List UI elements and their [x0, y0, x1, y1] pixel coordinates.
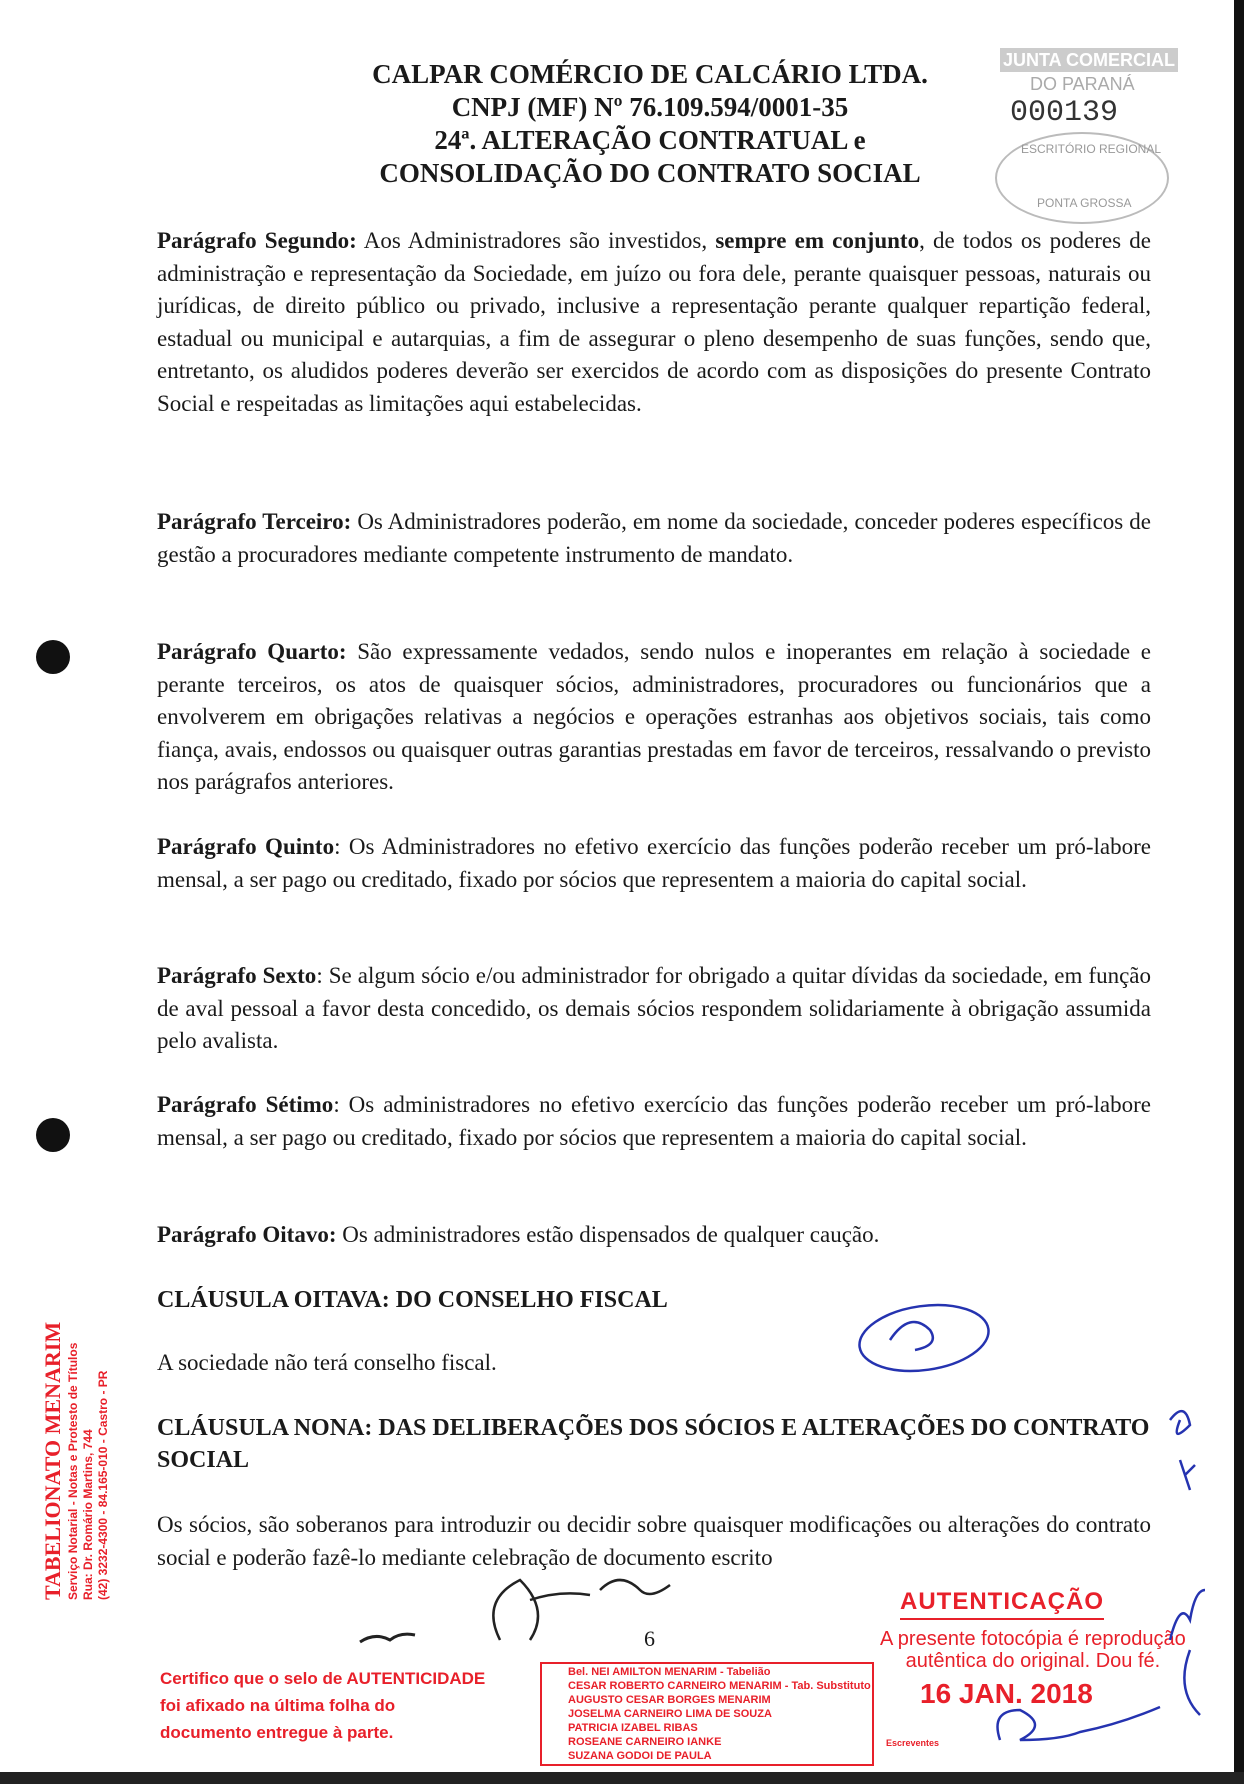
notary-name-line: SUZANA GODOI DE PAULA: [568, 1750, 712, 1762]
scan-edge-bottom: [0, 1772, 1244, 1784]
notary-service: Serviço Notarial - Notas e Protesto de Títulos: [66, 1342, 80, 1600]
clause-eighth-text: A sociedade não terá conselho fiscal.: [157, 1350, 497, 1375]
amendment-title: 24ª. ALTERAÇÃO CONTRATUAL e: [434, 125, 866, 155]
paragraph-third: [157, 506, 1151, 571]
certify-line: foi afixado na última folha do: [160, 1696, 396, 1715]
authentication-title: AUTENTICAÇÃO: [900, 1588, 1104, 1620]
notary-name: TABELIONATO MENARIM: [40, 1321, 65, 1600]
notary-name-line: Bel. NEI AMILTON MENARIM - Tabelião: [568, 1666, 771, 1678]
authentication-line: autêntica do original. Dou fé.: [905, 1650, 1161, 1672]
seal-top-text: ESCRITÓRIO REGIONAL: [1021, 142, 1162, 156]
paragraph-text: , de todos os poderes de administração e representação da Sociedade, em juízo ou fora dele, perante quaisquer pessoas, naturais ou jurídicas, de direito público ou privado, inclusive a representação perante qualquer repartição federal, estadual ou municipal e autarquias, a fim de assegurar o pleno desempenho de suas funções, sendo que, entretanto, os aludidos poderes deverão ser exercidos de acordo com as disposições do presente Contrato Social e respeitadas as limitações aqui estabelecidas.: [157, 228, 1151, 416]
paragraph-text: Os administradores estão dispensados de qualquer caução.: [336, 1222, 880, 1247]
notary-name-line: CESAR ROBERTO CARNEIRO MENARIM - Tab. Substituto: [568, 1680, 871, 1692]
certify-line: Certifico que o selo de AUTENTICIDADE: [160, 1669, 486, 1688]
paragraph-text: : Os administradores no efetivo exercício das funções poderão receber um pró-labore mensal, a ser pago ou creditado, fixado por sócios que representem a maioria do capital social.: [157, 1092, 1152, 1150]
clause-ninth-text: Os sócios, são soberanos para introduzir ou decidir sobre quaisquer modificações ou alterações do contrato social e poderão fazê-lo mediante celebração de documento escrito: [157, 1512, 1151, 1570]
clause-ninth-title: CLÁUSULA NONA: DAS DELIBERAÇÕES DOS SÓCIOS E ALTERAÇÕES DO CONTRATO SOCIAL: [157, 1415, 1150, 1473]
paragraph-fifth: [157, 831, 1151, 896]
paragraph-title: Parágrafo Terceiro:: [157, 509, 352, 534]
paragraph-text: : Os Administradores no efetivo exercício das funções poderão receber um pró-labore mensal, a ser pago ou creditado, fixado por sócios que representem a maioria do capital social.: [157, 834, 1151, 892]
junta-comercial-stamp: [1000, 48, 1200, 130]
paragraph-title: Parágrafo Sétimo: [157, 1092, 334, 1117]
regional-office-seal: [995, 132, 1169, 224]
clerks-label: Escreventes: [886, 1738, 940, 1748]
notary-name-line: JOSELMA CARNEIRO LIMA DE SOUZA: [568, 1708, 772, 1720]
notary-name-line: PATRICIA IZABEL RIBAS: [568, 1722, 698, 1734]
notary-address: Rua: Dr. Romário Martins, 744: [81, 1429, 95, 1600]
paragraph-eighth: [157, 1219, 1151, 1252]
seal-bottom-text: PONTA GROSSA: [1037, 196, 1132, 210]
binder-hole: [36, 640, 70, 674]
scan-edge-right: [1234, 0, 1244, 1784]
notary-name-line: AUGUSTO CESAR BORGES MENARIM: [568, 1694, 771, 1706]
authentication-text: [880, 1628, 1186, 1672]
clause-eighth-title: CLÁUSULA OITAVA: DO CONSELHO FISCAL: [157, 1287, 668, 1313]
notary-phone: (42) 3232-4300 - 84.165-010 - Castro - PR: [96, 1370, 110, 1600]
paragraph-sixth: [157, 960, 1151, 1058]
notary-names-box: [540, 1662, 874, 1766]
paragraph-title: Parágrafo Quarto:: [157, 639, 347, 664]
page-number: 6: [644, 1626, 655, 1651]
paragraph-text: São expressamente vedados, sendo nulos e inoperantes em relação à sociedade e perante terceiros, os atos de quaisquer sócios, administradores, procuradores ou funcionários que a envolverem em obrigações relativas a negócios e operações estranhas aos objetivos sociais, tais como fiança, avais, endossos ou quaisquer outras garantias prestadas em favor de terceiros, ressalvando o previsto nos parágrafos anteriores.: [157, 639, 1151, 794]
paragraph-title: Parágrafo Quinto: [157, 834, 335, 859]
certify-stamp: [160, 1665, 485, 1746]
initials-stroke: [890, 1322, 933, 1350]
cnpj: CNPJ (MF) Nº 76.109.594/0001-35: [451, 92, 849, 122]
authentication-date: 16 JAN. 2018: [920, 1678, 1093, 1709]
junta-line2: DO PARANÁ: [1030, 74, 1135, 94]
paragraph-title: Parágrafo Segundo:: [157, 228, 357, 253]
notary-stamp: [40, 1322, 111, 1600]
document-header: [330, 58, 970, 190]
paragraph-title: Parágrafo Oitavo:: [157, 1222, 337, 1247]
paragraph-text: Aos Administradores são investidos,: [356, 228, 716, 253]
paragraph-text: Os Administradores poderão, em nome da sociedade, conceder poderes específicos de gestão a procuradores mediante competente instrumento de mandato.: [157, 509, 1151, 567]
binder-hole: [36, 1118, 70, 1152]
company-name: CALPAR COMÉRCIO DE CALCÁRIO LTDA.: [372, 59, 928, 89]
notary-name-line: ROSEANE CARNEIRO IANKE: [568, 1736, 722, 1748]
paragraph-text: : Se algum sócio e/ou administrador for obrigado a quitar dívidas da sociedade, em função de aval pessoal a favor desta concedido, os demais sócios respondem solidariamente à obrigação assumida pelo avalista.: [157, 963, 1151, 1053]
certify-line: documento entregue à parte.: [160, 1723, 394, 1742]
paragraph-seventh: [157, 1089, 1151, 1154]
consolidation-title: CONSOLIDAÇÃO DO CONTRATO SOCIAL: [379, 158, 921, 188]
paragraph-emphasis: sempre em conjunto: [715, 228, 920, 253]
paragraph-title: Parágrafo Sexto: [157, 963, 317, 988]
paragraph-fourth: [157, 636, 1151, 799]
margin-initials: [1170, 1411, 1195, 1490]
registry-number: 000139: [1010, 96, 1119, 130]
notary-signature: [998, 1707, 1161, 1740]
junta-line1: JUNTA COMERCIAL: [1000, 48, 1178, 72]
paragraph-second: [157, 225, 1151, 420]
small-initials: [360, 1634, 415, 1642]
authentication-line: A presente fotocópia é reprodução: [880, 1628, 1186, 1650]
